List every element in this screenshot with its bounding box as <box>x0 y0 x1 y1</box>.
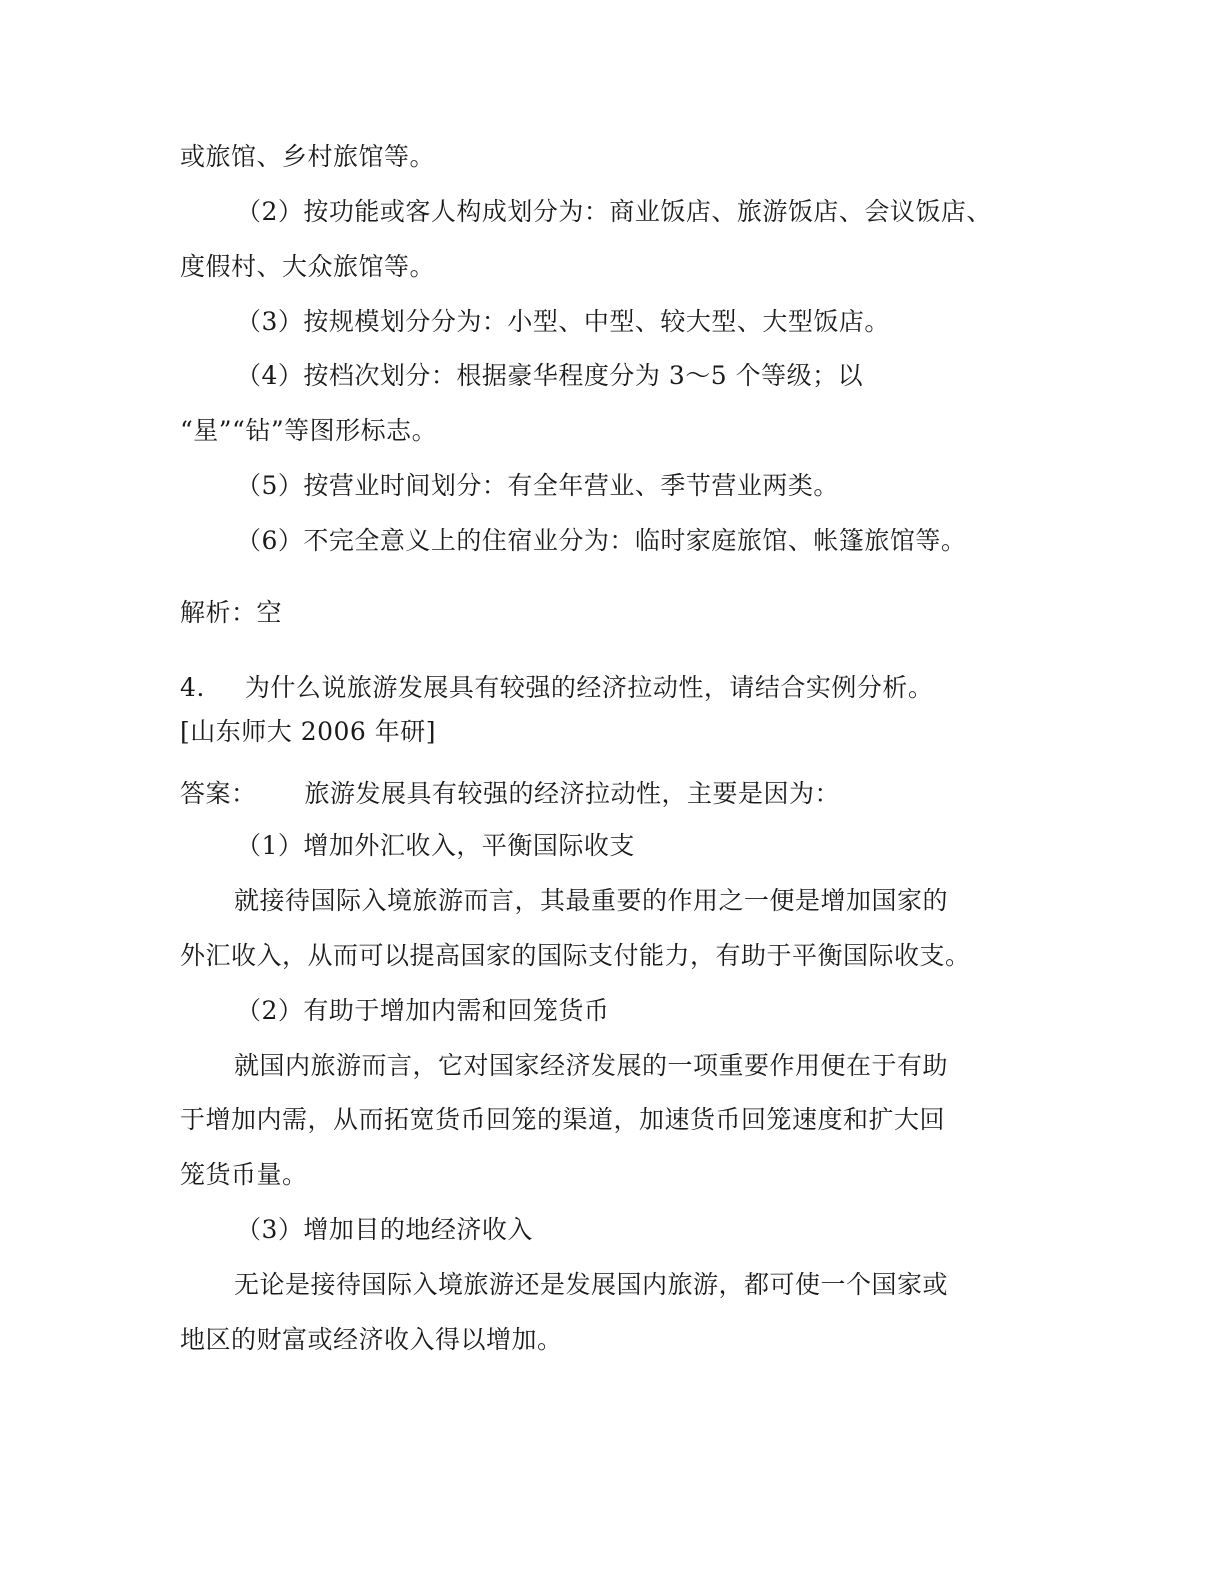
list-item-3: （3）按规模划分分为：小型、中型、较大型、大型饭店。 <box>236 307 890 336</box>
paragraph-line: 地区的财富或经济收入得以增加。 <box>180 1325 563 1354</box>
question-number: 4. <box>180 673 205 702</box>
paragraph-line: 就国内旅游而言，它对国家经济发展的一项重要作用便在于有助 <box>234 1051 949 1080</box>
answer-line <box>180 778 840 810</box>
paragraph-line: 无论是接待国际入境旅游还是发展国内旅游，都可使一个国家或 <box>234 1270 949 1299</box>
paragraph-line: “星”“钻”等图形标志。 <box>180 416 438 445</box>
list-item-2: （2）按功能或客人构成划分为：商业饭店、旅游饭店、会议饭店、 <box>236 197 992 226</box>
list-item-4: （4）按档次划分：根据豪华程度分为 3～5 个等级；以 <box>236 361 864 390</box>
question-text: 为什么说旅游发展具有较强的经济拉动性，请结合实例分析。 <box>244 673 934 702</box>
subheading-1: （1）增加外汇收入，平衡国际收支 <box>236 831 635 860</box>
answer-text: 旅游发展具有较强的经济拉动性，主要是因为： <box>304 779 841 808</box>
subheading-3: （3）增加目的地经济收入 <box>236 1215 533 1244</box>
paragraph-line: 于增加内需，从而拓宽货币回笼的渠道，加速货币回笼速度和扩大回 <box>180 1105 946 1134</box>
analysis-line: 解析：空 <box>180 598 283 627</box>
subheading-2: （2）有助于增加内需和回笼货币 <box>236 996 610 1025</box>
list-item-6: （6）不完全意义上的住宿业分为：临时家庭旅馆、帐篷旅馆等。 <box>236 526 967 555</box>
paragraph-line: 或旅馆、乡村旅馆等。 <box>180 142 436 171</box>
paragraph-line: 就接待国际入境旅游而言，其最重要的作用之一便是增加国家的 <box>234 886 949 915</box>
question-line <box>180 672 933 704</box>
list-item-5: （5）按营业时间划分：有全年营业、季节营业两类。 <box>236 471 839 500</box>
paragraph-line: 外汇收入，从而可以提高国家的国际支付能力，有助于平衡国际收支。 <box>180 941 971 970</box>
paragraph-line: 度假村、大众旅馆等。 <box>180 252 436 281</box>
paragraph-line: 笼货币量。 <box>180 1160 308 1189</box>
answer-label: 答案： <box>180 779 257 808</box>
question-source: [山东师大 2006 年研] <box>180 717 437 746</box>
